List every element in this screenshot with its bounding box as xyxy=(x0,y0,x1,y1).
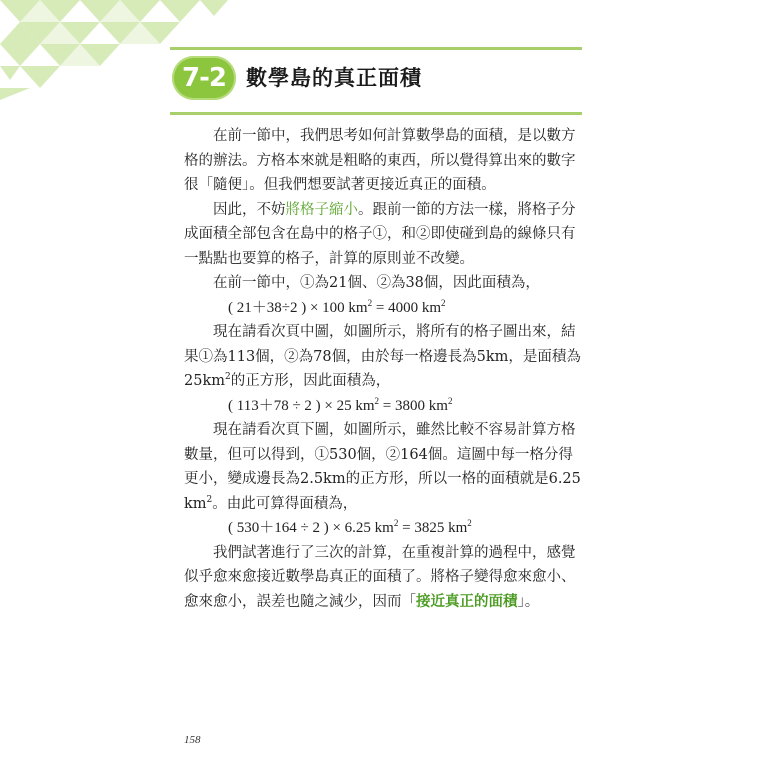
paragraph: 因此，不妨將格子縮小。跟前一節的方法一樣，將格子分成面積全部包含在島中的格子①，和②即使碰到島的線條只有一點點也要算的格子，計算的原則並不改變。 xyxy=(184,201,576,267)
paragraph: 現在請看次頁中圖，如圖所示，將所有的格子圖出來，結果①為113個，②為78個，由於每一格邊長為5km，是面積為$25km^2$的正方形，因此面積為， xyxy=(184,324,581,389)
highlight-text: 接近真正的面積 xyxy=(416,593,518,610)
paragraph: 在前一節中，①為21個、②為38個，因此面積為， xyxy=(213,275,540,291)
body-text xyxy=(184,124,584,614)
formula: ( 113＋78 ÷ 2 ) × 25 $km^2 = 3800$ $km^2$ xyxy=(228,395,453,414)
paragraph: 在前一節中，我們思考如何計算數學島的面積，是以數方格的辦法。方格本來就是粗略的東西，所以覺得算出來的數字很「隨便」。但我們想要試著更接近真正的面積。 xyxy=(184,128,576,193)
paragraph: 我們試著進行了三次的計算，在重複計算的過程中，感覺似乎愈來愈接近數學島真正的面積了。將格子變得愈來愈小、愈來愈小，誤差也隨之減少，因而「接近真正的面積」。 xyxy=(184,544,576,610)
highlight-text: 將格子縮小 xyxy=(285,201,358,218)
page-number: 158 xyxy=(184,734,201,746)
header-bottom-rule xyxy=(170,112,582,115)
paragraph: 現在請看次頁下圖，如圖所示，雖然比較不容易計算方格數量，但可以得到，①530個，②164個。這圖中每一格分得更小，變成邊長為2.5km的正方形，所以一格的面積就是6.25 $km^2$。由此可算得面積為， xyxy=(184,422,581,512)
section-number-badge: 7-2 xyxy=(172,56,236,100)
header-top-rule xyxy=(170,47,582,50)
section-title: 數學島的真正面積 xyxy=(246,66,422,90)
formula: ( 530＋164 ÷ 2 ) × 6.25 $km^2 = 3825$ $km^2$ xyxy=(228,518,472,536)
formula: ( 21＋38÷2 ) × 100 $km^2 = 4000$ $km^2$ xyxy=(228,297,446,316)
